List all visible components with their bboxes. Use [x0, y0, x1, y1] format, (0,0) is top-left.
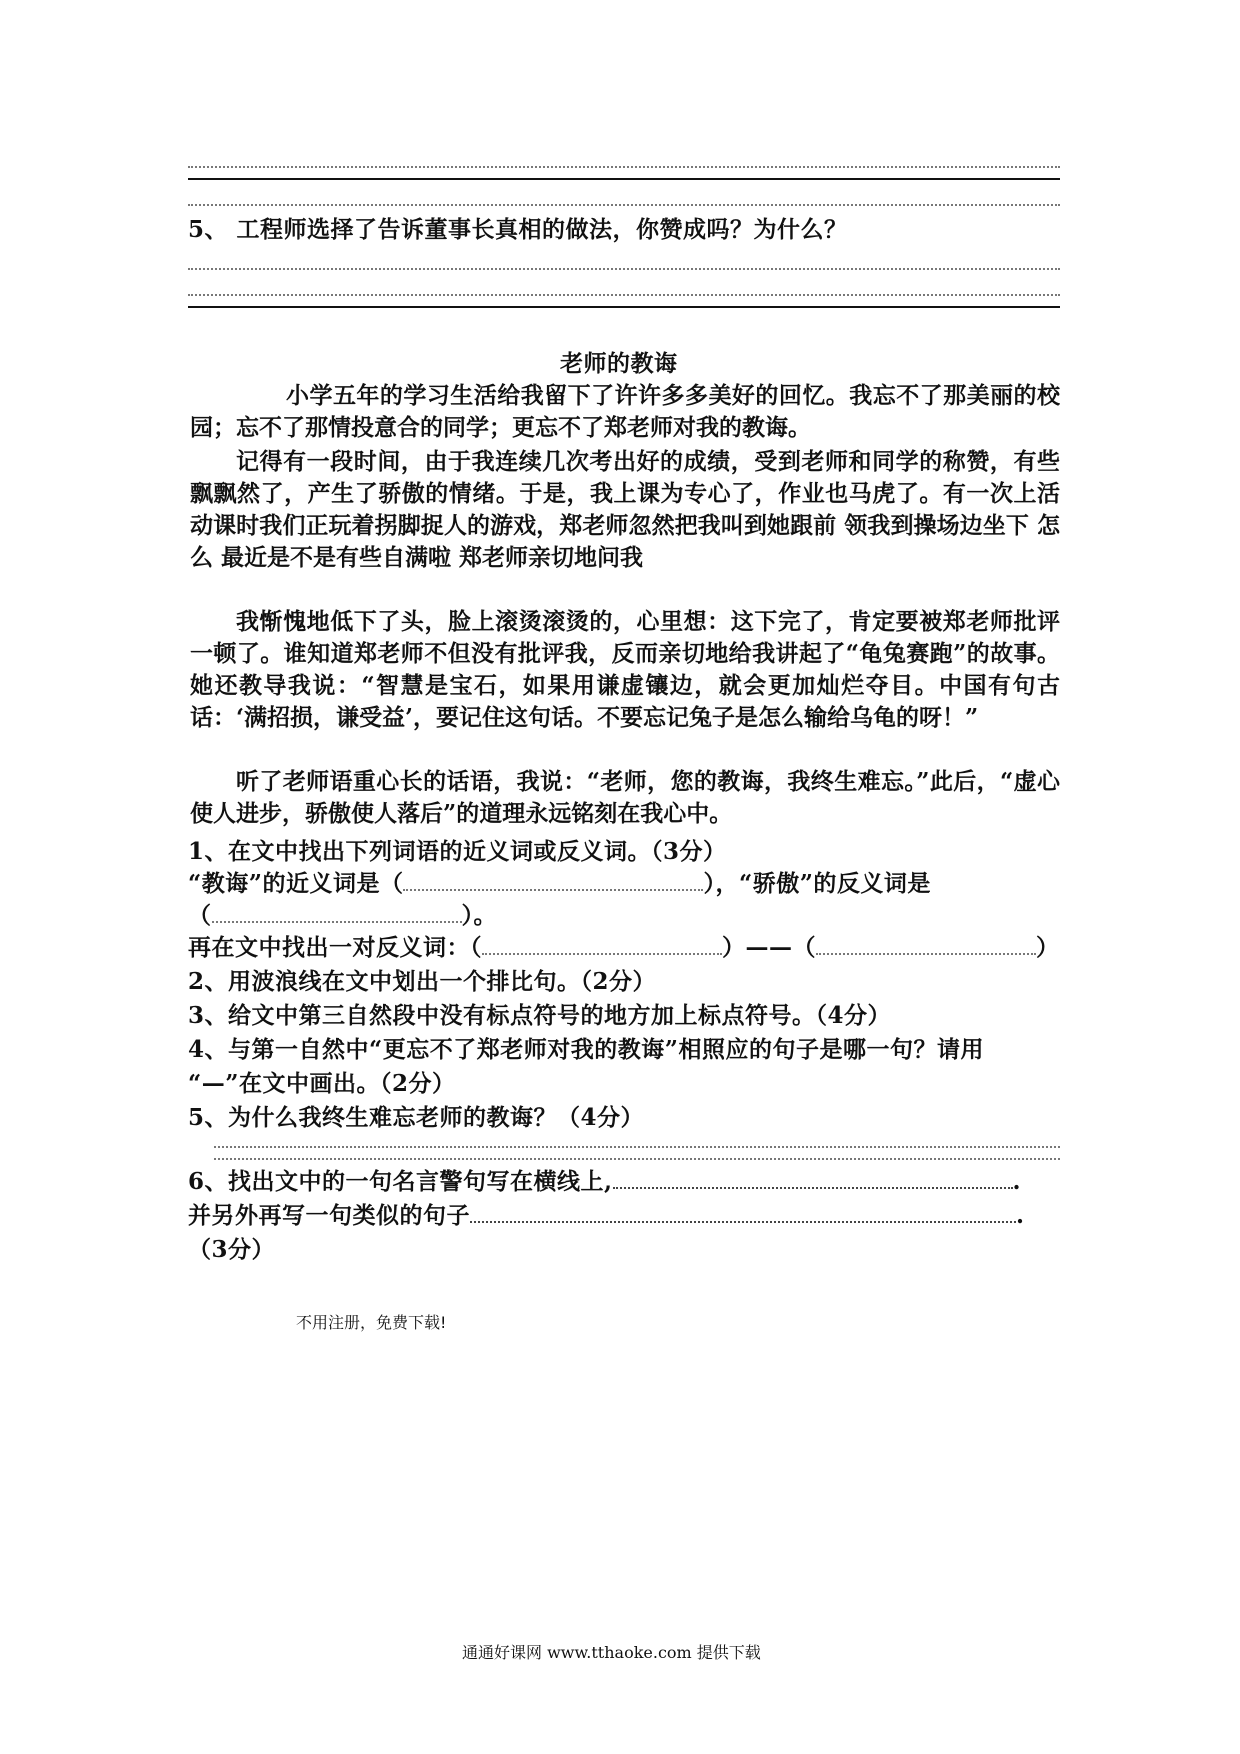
question-6a [188, 1168, 1021, 1196]
q1c-prefix: 再在文中找出一对反义词：（ [188, 934, 482, 961]
question-2: 2、用波浪线在文中划出一个排比句。（2分） [188, 968, 657, 995]
question-4a: 4、与第一自然中“更忘不了郑老师对我的教诲”相照应的句子是哪一句？请用 [188, 1036, 984, 1063]
question-1b [188, 902, 497, 930]
answer-line [188, 306, 1060, 308]
answer-line-dotted [188, 166, 1060, 168]
question-4b: “—”在文中画出。（2分） [188, 1070, 456, 1097]
paragraph-2 [190, 446, 1060, 574]
paragraph-2-text: 记得有一段时间，由于我连续几次考出好的成绩，受到老师和同学的称赞，有些飘飘然了，产生了骄傲的情绪。于是，我上课为专心了，作业也马虎了。有一次上活动课时我们正玩着拐脚捉人的游戏，郑老师忽然把我叫到她跟前 领我到操场边坐下 怎么 最近是不是有些自满啦 郑老师亲切地问我 [190, 448, 1060, 571]
answer-blank[interactable] [816, 935, 1036, 955]
q1c-close: ） [1036, 934, 1060, 961]
paragraph-1-text: 小学五年的学习生活给我留下了许许多多美好的回忆。我忘不了那美丽的校园；忘不了那情投意合的同学；更忘不了郑老师对我的教诲。 [190, 382, 1060, 441]
passage-title: 老师的教诲 [560, 350, 678, 377]
question-1a [188, 870, 931, 898]
question-5-top: 5、 工程师选择了告诉董事长真相的做法，你赞成吗？为什么？ [188, 216, 848, 243]
answer-blank[interactable] [403, 871, 703, 891]
q1c-mid: ）——（ [722, 934, 816, 961]
answer-line-dotted [188, 294, 1060, 296]
paragraph-3-text: 我惭愧地低下了头，脸上滚烫滚烫的，心里想：这下完了，肯定要被郑老师批评一顿了。谁知道郑老师不但没有批评我，反而亲切地给我讲起了“龟兔赛跑”的故事。她还教导我说：“智慧是宝石，如果用谦虚镶边，就会更加灿烂夺目。中国有句古话：‘满招损，谦受益’，要记住这句话。不要忘记兔子是怎么输给乌龟的呀！” [190, 608, 1060, 731]
answer-line-dotted [188, 268, 1060, 270]
question-3: 3、给文中第三自然段中没有标点符号的地方加上标点符号。（4分） [188, 1002, 892, 1029]
question-6b [188, 1202, 1025, 1230]
question-1c [188, 934, 1060, 962]
paragraph-4 [190, 766, 1060, 830]
answer-line [188, 178, 1060, 180]
period: . [1012, 1168, 1022, 1195]
answer-blank[interactable] [482, 935, 722, 955]
answer-line-dotted [188, 204, 1060, 206]
question-1: 1、在文中找出下列词语的近义词或反义词。（3分） [188, 838, 727, 865]
period: . [1016, 1202, 1025, 1229]
q1a-mid: ），“骄傲”的反义词是 [703, 870, 931, 897]
q1b-close: ）。 [461, 902, 497, 929]
answer-blank[interactable] [470, 1203, 1016, 1223]
answer-blank[interactable] [212, 903, 462, 923]
q6b-text: 并另外再写一句类似的句子 [188, 1202, 470, 1229]
answer-line-dotted[interactable] [214, 1146, 1060, 1148]
q6a-text: 6、找出文中的一句名言警句写在横线上, [188, 1168, 613, 1195]
question-5: 5、为什么我终生难忘老师的教诲？（4分） [188, 1104, 645, 1131]
paragraph-3 [190, 606, 1060, 734]
answer-line-dotted [214, 1158, 1060, 1160]
question-6c: （3分） [188, 1236, 276, 1263]
q1b-open: （ [188, 902, 212, 929]
footer-site: 通通好课网 www.tthaoke.com 提供下载 [462, 1643, 761, 1662]
footer-note: 不用注册，免费下载! [296, 1313, 447, 1332]
answer-blank[interactable] [613, 1169, 1013, 1189]
paragraph-1 [190, 380, 1060, 444]
paragraph-4-text: 听了老师语重心长的话语，我说：“老师，您的教诲，我终生难忘。”此后，“虚心使人进步，骄傲使人落后”的道理永远铭刻在我心中。 [190, 768, 1060, 827]
q1a-prefix: “教诲”的近义词是（ [188, 870, 404, 897]
